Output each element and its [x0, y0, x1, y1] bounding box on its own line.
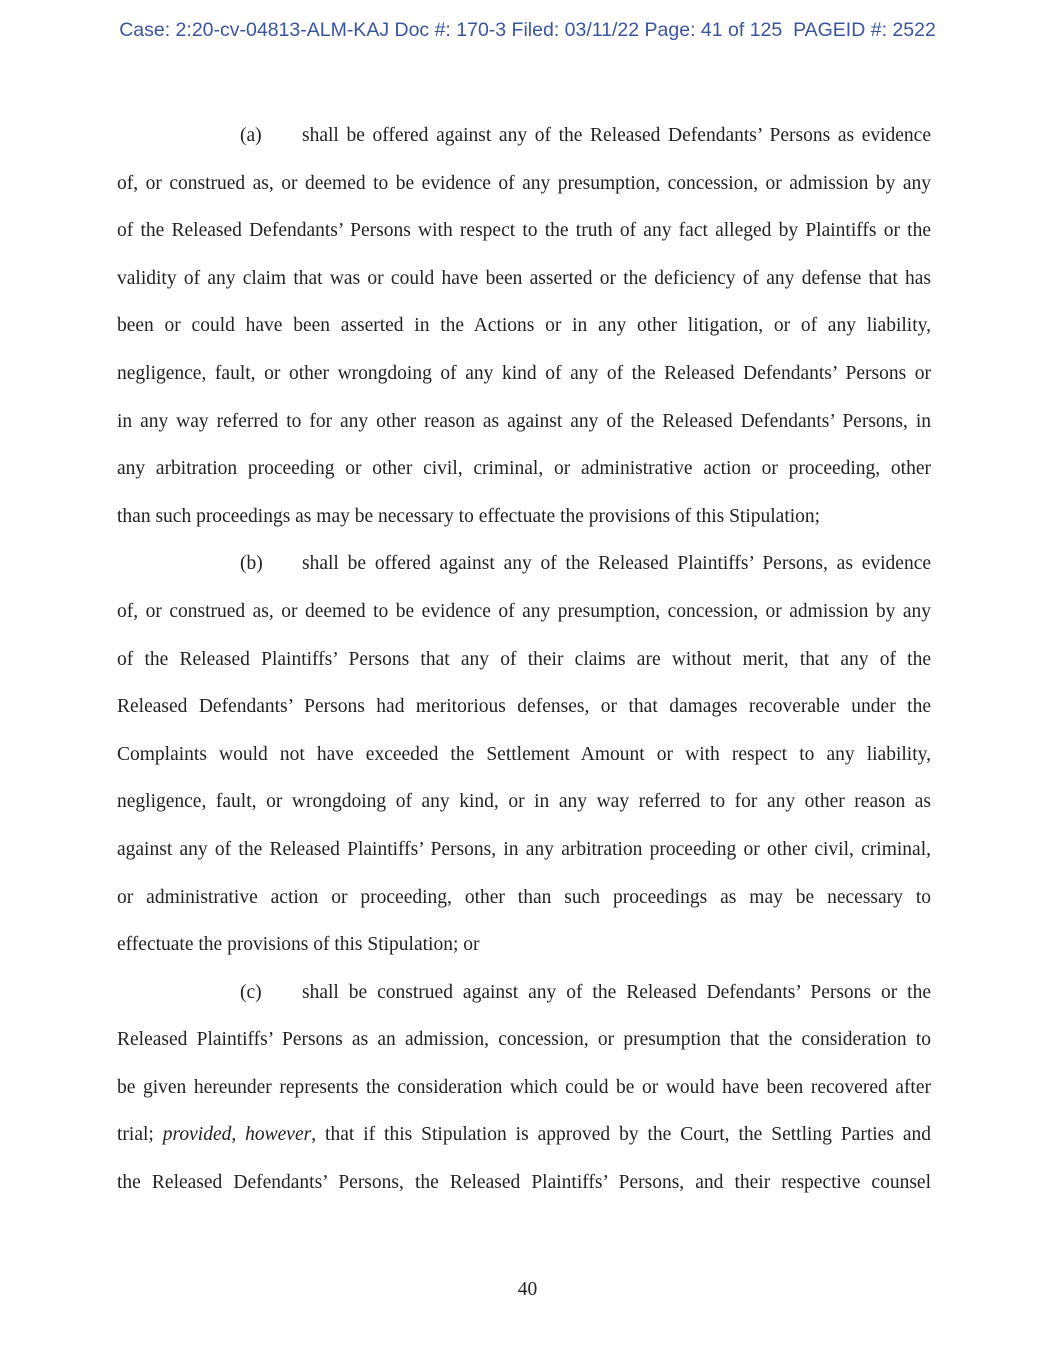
text-line: negligence, fault, or wrongdoing of any kind, or in any way referred to for any other reason as [117, 791, 931, 813]
text-line: in any way referred to for any other reason as against any of the Released Defendants’ Persons, in [117, 410, 931, 432]
text-line: Released Defendants’ Persons had meritorious defenses, or that damages recoverable under the [117, 696, 931, 718]
text-line: the Released Defendants’ Persons, the Released Plaintiffs’ Persons, and their respective counsel [117, 1172, 931, 1194]
text-line: or administrative action or proceeding, other than such proceedings as may be necessary to [117, 886, 931, 908]
text-line: of the Released Defendants’ Persons with respect to the truth of any fact alleged by Plaintiffs or the [117, 220, 931, 242]
text-line: of the Released Plaintiffs’ Persons that any of their claims are without merit, that any of the [117, 648, 931, 670]
document-body [117, 121, 931, 1216]
text-line: negligence, fault, or other wrongdoing of any kind of any of the Released Defendants’ Persons or [117, 362, 931, 384]
text-segment: , that if this Stipulation is approved by the Court, the Settling Parties and [311, 1124, 931, 1146]
text-line: effectuate the provisions of this Stipulation; or [117, 934, 480, 956]
case-header: Case: 2:20-cv-04813-ALM-KAJ Doc #: 170-3 Filed: 03/11/22 Page: 41 of 125 PAGEID #: 2522 [119, 19, 936, 41]
page-number: 40 [517, 1279, 538, 1300]
text-line [117, 549, 931, 597]
paragraph-label: (b) [240, 553, 263, 575]
text-line: validity of any claim that was or could have been asserted or the deficiency of any defense that has [117, 267, 931, 289]
paragraph-text: shall be offered against any of the Released Plaintiffs’ Persons, as evidence [302, 553, 931, 575]
text-line: Released Plaintiffs’ Persons as an admission, concession, or presumption that the consideration to [117, 1029, 931, 1051]
text-line: against any of the Released Plaintiffs’ Persons, in any arbitration proceeding or other civil, criminal, [117, 838, 931, 860]
text-segment: trial; [117, 1124, 163, 1146]
paragraph-text: shall be construed against any of the Released Defendants’ Persons or the [302, 981, 931, 1003]
text-line: any arbitration proceeding or other civil, criminal, or administrative action or proceeding, other [117, 458, 931, 480]
paragraph-text: shall be offered against any of the Released Defendants’ Persons as evidence [302, 125, 931, 146]
text-line: been or could have been asserted in the Actions or in any other litigation, or of any liability, [117, 315, 931, 337]
text-line: of, or construed as, or deemed to be evidence of any presumption, concession, or admission by any [117, 172, 931, 194]
italic-text: provided, however [162, 1124, 312, 1146]
text-line: than such proceedings as may be necessary to effectuate the provisions of this Stipulation; [117, 505, 821, 527]
text-line: be given hereunder represents the consideration which could be or would have been recovered after [117, 1076, 931, 1098]
text-line [117, 121, 931, 169]
text-line: Complaints would not have exceeded the Settlement Amount or with respect to any liability, [117, 743, 931, 765]
text-line [117, 978, 931, 1026]
paragraph-label: (c) [240, 981, 262, 1003]
paragraph-label: (a) [240, 125, 262, 146]
text-line: of, or construed as, or deemed to be evidence of any presumption, concession, or admission by any [117, 600, 931, 622]
text-line [117, 1120, 931, 1168]
